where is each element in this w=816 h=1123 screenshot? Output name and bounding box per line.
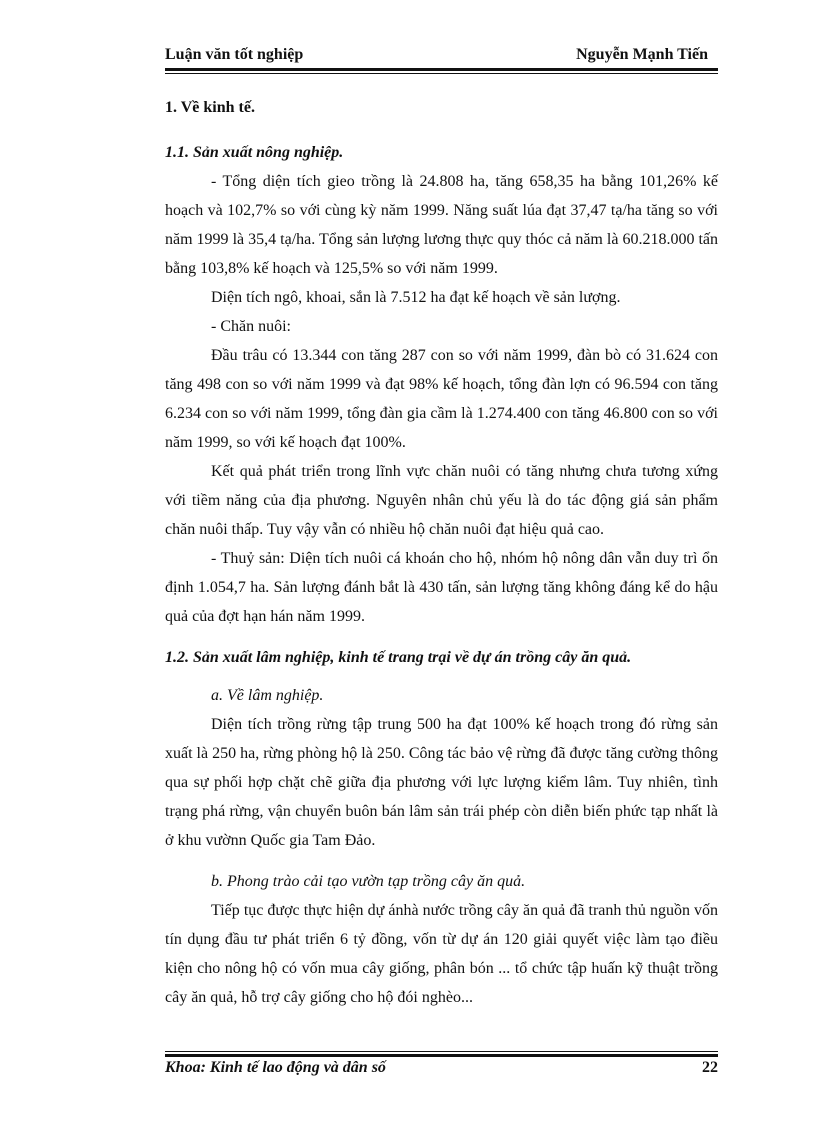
- footer-rule-thin: [165, 1051, 718, 1052]
- header-author: Nguyễn Mạnh Tiến: [576, 46, 708, 63]
- paragraph-livestock-label: - Chăn nuôi:: [211, 318, 291, 335]
- page-header: [165, 44, 718, 66]
- paragraph-livestock-result: Kết quả phát triển trong lĩnh vực chăn nuôi có tăng nhưng chưa tương xứng với tiềm năng của địa phương. Nguyên nhân chủ yếu là do tác động giá sản phẩm chăn nuôi thấp. Tuy vậy vẫn có nhiều hộ chăn nuôi đạt hiệu quả cao.: [165, 463, 718, 538]
- subsection-heading-agriculture: 1.1. Sản xuất nông nghiệp.: [165, 144, 344, 161]
- subheading-forestry: a. Về lâm nghiệp.: [211, 687, 324, 704]
- page-content: [165, 93, 718, 1012]
- header-thesis-label: Luận văn tốt nghiệp: [165, 46, 304, 63]
- paragraph-orchard: Tiếp tục được thực hiện dự ánhà nước trồng cây ăn quả đã tranh thủ nguồn vốn tín dụng đầu tư phát triển 6 tỷ đồng, vốn từ dự án 120 giải quyết việc làm tạo điều kiện cho nông hộ có vốn mua cây giống, phân bón ... tổ chức tập huấn kỹ thuật trồng cây ăn quả, hỗ trợ cây giống cho hộ đói nghèo...: [165, 902, 718, 1006]
- subheading-orchard: b. Phong trào cải tạo vườn tạp trồng cây ăn quả.: [211, 873, 526, 890]
- paragraph-fishery: - Thuỷ sản: Diện tích nuôi cá khoán cho hộ, nhóm hộ nông dân vẫn duy trì ổn định 1.054,7 ha. Sản lượng đánh bắt là 430 tấn, sản lượng tăng không đáng kể do hậu quả của đợt hạn hán năm 1999.: [165, 550, 718, 625]
- section-heading: 1. Về kinh tế.: [165, 99, 255, 116]
- footer-faculty: Khoa: Kinh tế lao động và dân số: [165, 1059, 386, 1076]
- paragraph-crops: Diện tích ngô, khoai, sắn là 7.512 ha đạt kế hoạch về sản lượng.: [211, 289, 621, 306]
- paragraph-livestock: Đầu trâu có 13.344 con tăng 287 con so với năm 1999, đàn bò có 31.624 con tăng 498 con so với năm 1999 và đạt 98% kế hoạch, tổng đàn lợn có 96.594 con tăng 6.234 con so với năm 1999, tổng đàn gia cầm là 1.274.400 con tăng 46.800 con so với năm 1999, so với kế hoạch đạt 100%.: [165, 347, 718, 451]
- subsection-heading-forestry: 1.2. Sản xuất lâm nghiệp, kinh tế trang trại về dự án trồng cây ăn quả.: [165, 649, 632, 666]
- header-rule-thick: [165, 68, 718, 71]
- header-rule-thin: [165, 73, 718, 74]
- paragraph-cultivation: - Tổng diện tích gieo trồng là 24.808 ha, tăng 658,35 ha bằng 101,26% kế hoạch và 102,7% so với cùng kỳ năm 1999. Năng suất lúa đạt 37,47 tạ/ha tăng so với năm 1999 là 35,4 tạ/ha. Tổng sản lượng lương thực quy thóc cả năm là 60.218.000 tấn bằng 103,8% kế hoạch và 125,5% so với năm 1999.: [165, 173, 718, 277]
- page-number: 22: [702, 1059, 718, 1076]
- page-footer: [165, 1057, 718, 1081]
- paragraph-forestry: Diện tích trồng rừng tập trung 500 ha đạt 100% kế hoạch trong đó rừng sản xuất là 250 ha, rừng phòng hộ là 250. Công tác bảo vệ rừng đã được tăng cường thông qua sự phối hợp chặt chẽ giữa địa phương với lực lượng kiểm lâm. Tuy nhiên, tình trạng phá rừng, vận chuyển buôn bán lâm sản trái phép còn diễn biến phức tạp nhất là ở khu vườnn Quốc gia Tam Đảo.: [165, 716, 718, 849]
